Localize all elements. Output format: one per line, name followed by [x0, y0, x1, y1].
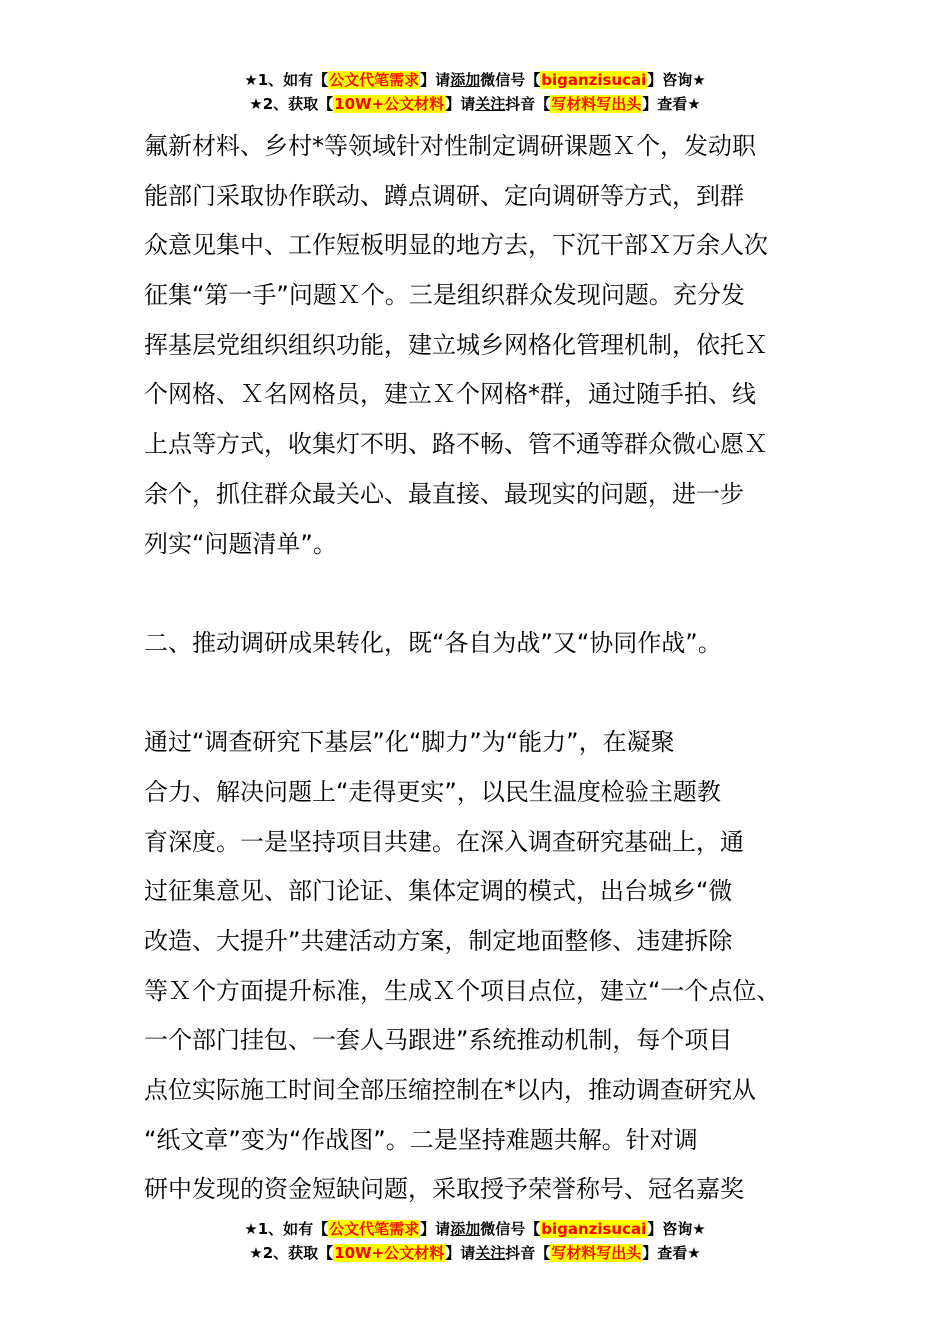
banner-text: 】请 — [445, 1244, 476, 1262]
text-line: 一个部门挂包、一套人马跟进”系统推动机制，每个项目 — [144, 1026, 733, 1055]
text-line: 个网格、Ｘ名网格员，建立Ｘ个网格*群，通过随手拍、线 — [144, 380, 756, 409]
banner-text: ★2、获取【 — [249, 95, 334, 113]
text-line: “纸文章”变为“作战图”。二是坚持难题共解。针对调 — [144, 1125, 698, 1154]
section-heading: 二、推动调研成果转化，既“各自为战”又“协同作战”。 — [144, 628, 722, 657]
text-line: 合力、解决问题上“走得更实”，以民生温度检验主题教 — [144, 777, 721, 806]
banner-text: ★1、如有【 — [244, 71, 329, 89]
text-line: 氟新材料、乡村*等领域针对性制定调研课题Ｘ个，发动职 — [144, 132, 756, 160]
text-line: 通过“调查研究下基层”化“脚力”为“能力”，在凝聚 — [144, 728, 675, 757]
banner-text: 抖音【 — [505, 95, 551, 113]
text-line: 能部门采取协作联动、蹲点调研、定向调研等方式，到群 — [144, 181, 744, 210]
text-line: 过征集意见、部门论证、集体定调的模式，出台城乡“微 — [144, 877, 733, 906]
underlined-text: 添加 — [450, 71, 481, 89]
underlined-text: 关注 — [475, 95, 506, 113]
banner-text: 】请 — [420, 1220, 451, 1238]
banner-line-2 — [0, 92, 950, 116]
banner-line-2 — [0, 1241, 950, 1265]
banner-text: 】查看★ — [642, 95, 701, 113]
paragraph-gap — [144, 569, 814, 619]
banner-text: 】咨询★ — [647, 1220, 706, 1238]
banner-line-1 — [0, 68, 950, 92]
text-line: 上点等方式，收集灯不明、路不畅、管不通等群众微心愿Ｘ — [144, 430, 768, 459]
highlight-douyin-id: 写材料写出头 — [551, 1244, 642, 1262]
paragraph-gap — [144, 669, 814, 719]
banner-line-1 — [0, 1217, 950, 1241]
header-banner — [0, 68, 950, 116]
paragraph-1 — [144, 122, 814, 569]
banner-text: 微信号【 — [480, 71, 541, 89]
banner-text: 】查看★ — [642, 1244, 701, 1262]
text-line: 点位实际施工时间全部压缩控制在*以内，推动调查研究从 — [144, 1076, 756, 1105]
document-body — [144, 122, 814, 1215]
highlight-text: 10W+公文材料 — [334, 1244, 445, 1262]
footer-banner — [0, 1217, 950, 1265]
text-line: 研中发现的资金短缺问题，采取授予荣誉称号、冠名嘉奖 — [144, 1175, 744, 1204]
banner-text: 抖音【 — [505, 1244, 551, 1262]
text-line: 众意见集中、工作短板明显的地方去，下沉干部Ｘ万余人次 — [144, 231, 768, 260]
banner-text: 微信号【 — [480, 1220, 541, 1238]
text-line: 育深度。一是坚持项目共建。在深入调查研究基础上，通 — [144, 827, 744, 856]
text-line: 等Ｘ个方面提升标准，生成Ｘ个项目点位，建立“一个点位、 — [144, 976, 781, 1005]
highlight-douyin-id: 写材料写出头 — [551, 95, 642, 113]
banner-text: ★2、获取【 — [249, 1244, 334, 1262]
text-line: 改造、大提升”共建活动方案，制定地面整修、违建拆除 — [144, 927, 733, 955]
highlight-wechat-id: biganzisucai — [541, 1220, 647, 1238]
text-line: 挥基层党组织组织功能，建立城乡网格化管理机制，依托Ｘ — [144, 330, 768, 359]
banner-text: 】请 — [420, 71, 451, 89]
banner-text: 】咨询★ — [647, 71, 706, 89]
text-line: 征集“第一手”问题Ｘ个。三是组织群众发现问题。充分发 — [144, 281, 745, 310]
text-line: 列实“问题清单”。 — [144, 529, 337, 558]
highlight-wechat-id: biganzisucai — [541, 71, 647, 89]
highlight-text: 公文代笔需求 — [329, 71, 420, 89]
highlight-text: 公文代笔需求 — [329, 1220, 420, 1238]
banner-text: 】请 — [445, 95, 476, 113]
underlined-text: 添加 — [450, 1220, 481, 1238]
highlight-text: 10W+公文材料 — [334, 95, 445, 113]
paragraph-2 — [144, 718, 814, 1215]
underlined-text: 关注 — [475, 1244, 506, 1262]
text-line: 余个，抓住群众最关心、最直接、最现实的问题，进一步 — [144, 479, 744, 508]
banner-text: ★1、如有【 — [244, 1220, 329, 1238]
